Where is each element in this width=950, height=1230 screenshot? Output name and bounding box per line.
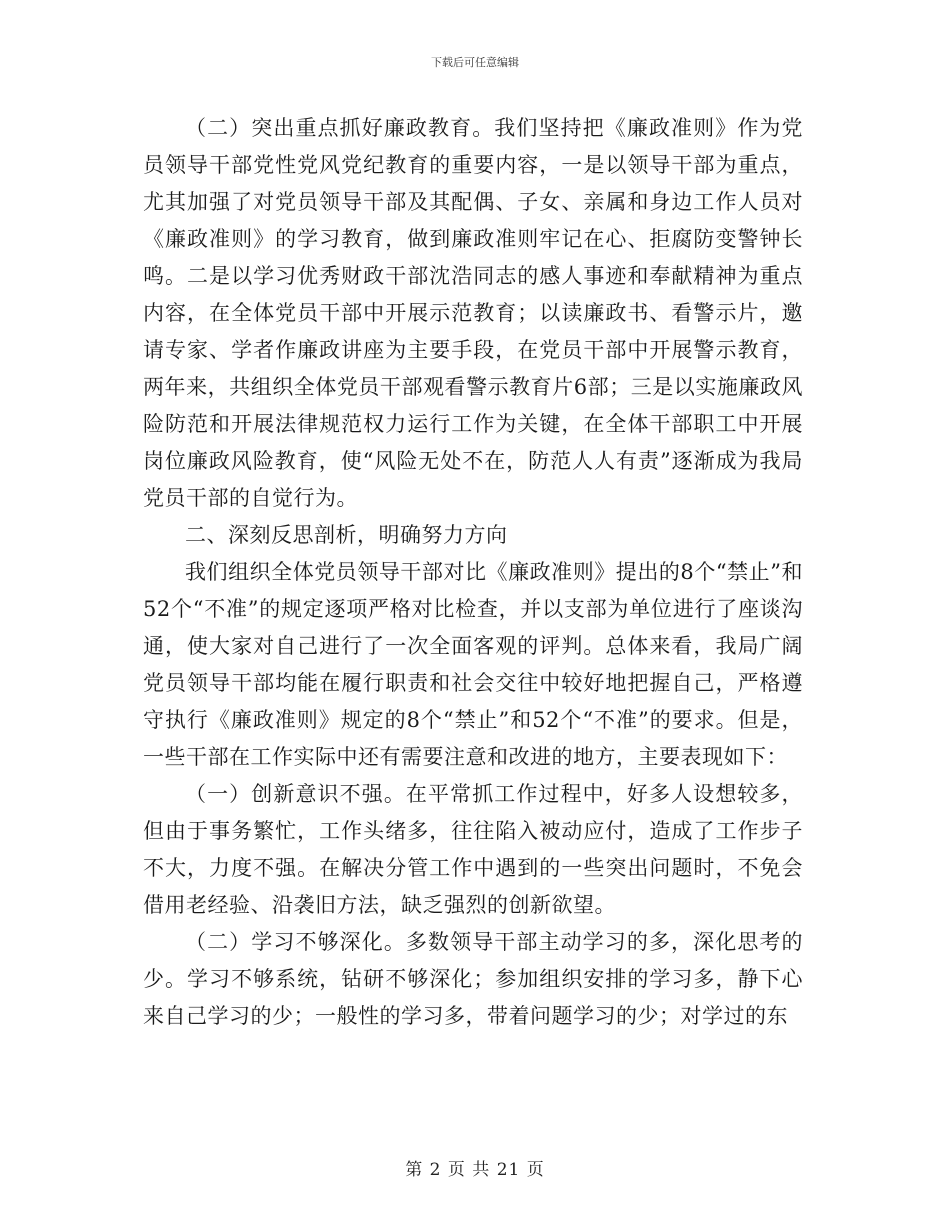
page-number-footer: 第 2 页 共 21 页	[405, 1160, 545, 1180]
page-header: 下载后可任意编辑	[431, 56, 519, 69]
paragraph-integrity-education: （二）突出重点抓好廉政教育。我们坚持把《廉政准则》作为党员领导干部党性党风党纪教育的重要内容，一是以领导干部为重点，尤其加强了对党员领导干部及其配偶、子女、亲属和身边工作人员对《廉政准则》的学习教育，做到廉政准则牢记在心、拒腐防变警钟长鸣。二是以学习优秀财政干部沈浩同志的感人事迹和奉献精神为重点内容，在全体党员干部中开展示范教育；以读廉政书、看警示片，邀请专家、学者作廉政讲座为主要手段，在党员干部中开展警示教育，两年来，共组织全体党员干部观看警示教育片6部；三是以实施廉政风险防范和开展法律规范权力运行工作为关键，在全体干部职工中开展岗位廉政风险教育，使“风险无处不在，防范人人有责”逐渐成为我局党员干部的自觉行为。	[143, 116, 803, 510]
paragraph-study: （二）学习不够深化。多数领导干部主动学习的多，深化思考的少。学习不够系统，钻研不够深化；参加组织安排的学习多，静下心来自己学习的少；一般性的学习多，带着问题学习的少；对学过的东	[143, 930, 803, 1028]
document-body	[143, 110, 803, 1035]
section-heading-reflection: 二、深刻反思剖析，明确努力方向	[185, 523, 508, 547]
paragraph-self-inspection: 我们组织全体党员领导干部对比《廉政准则》提出的8个“禁止”和52个“不准”的规定逐项严格对比检查，并以支部为单位进行了座谈沟通，使大家对自己进行了一次全面客观的评判。总体来看，我局广阔党员领导干部均能在履行职责和社会交往中较好地把握自己，严格遵守执行《廉政准则》规定的8个“禁止”和52个“不准”的要求。但是，一些干部在工作实际中还有需要注意和改进的地方，主要表现如下：	[143, 560, 803, 769]
paragraph-innovation: （一）创新意识不强。在平常抓工作过程中，好多人设想较多，但由于事务繁忙，工作头绪多，往往陷入被动应付，造成了工作步子不大，力度不强。在解决分管工作中遇到的一些突出问题时，不免会借用老经验、沿袭旧方法，缺乏强烈的创新欲望。	[143, 782, 803, 917]
